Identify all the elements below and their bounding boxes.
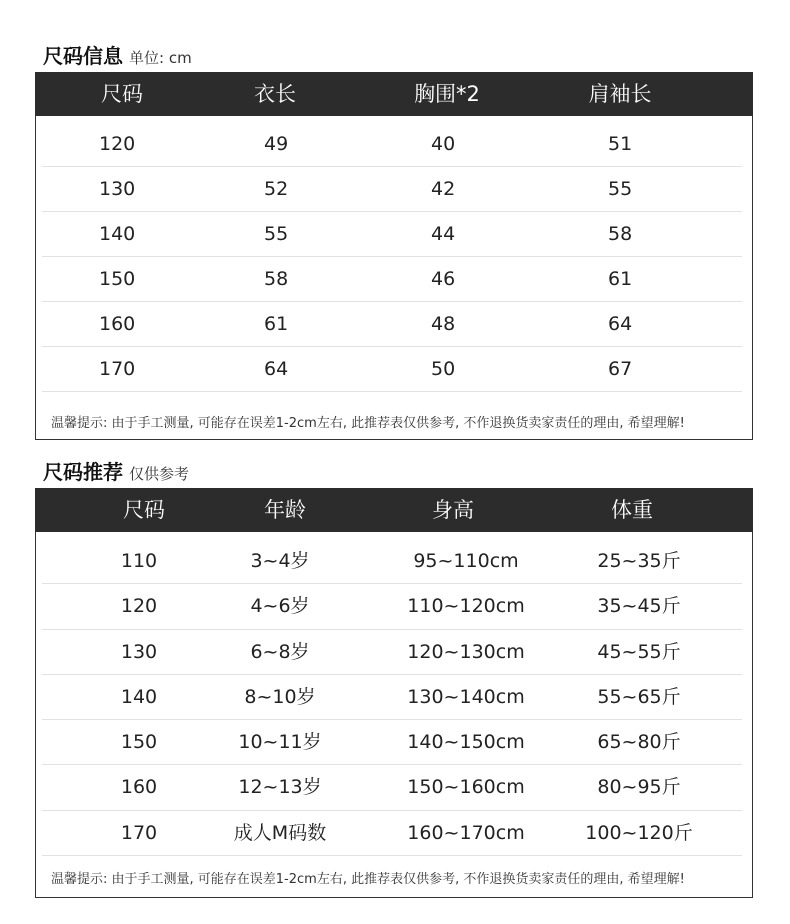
size-recommend-cell: 130~140cm [407,685,525,708]
size-info-cell: 50 [431,358,456,380]
table-row [42,167,742,212]
size-recommend-cell: 160~170cm [407,821,525,844]
size-info-cell: 58 [264,268,289,290]
size-info-cell: 140 [99,223,136,245]
size-info-header-size: 尺码 [101,82,143,106]
size-info-header-chest: 胸围*2 [414,82,480,106]
size-recommend-subtitle: 仅供参考 [129,465,190,483]
size-recommend-cell: 110~120cm [407,595,525,618]
size-recommend-header-age: 年龄 [264,498,306,522]
size-recommend-cell: 8~10岁 [244,685,316,708]
table-row [42,584,742,629]
size-info-cell: 46 [431,268,456,290]
size-recommend-cell: 12~13岁 [238,776,322,799]
size-recommend-header-height: 身高 [432,498,474,522]
size-recommend-cell: 110 [120,550,158,572]
size-recommend-cell: 80~95斤 [597,776,681,799]
table-row [42,765,742,810]
size-info-cell: 64 [608,313,633,335]
size-info-cell: 40 [431,133,456,155]
size-recommend-cell: 160 [120,776,158,799]
size-info-cell: 48 [431,313,456,335]
size-info-heading: 尺码信息 [43,44,123,68]
size-info-cell: 51 [608,133,633,155]
size-recommend-cell: 6~8岁 [250,640,310,663]
size-recommend-cell: 4~6岁 [250,595,310,618]
size-recommend-note: 温馨提示: 由于手工测量, 可能存在误差1-2cm左右, 此推荐表仅供参考, 不作退换货卖家责任的理由, 希望理解! [51,872,685,887]
size-recommend-cell: 120~130cm [407,640,525,663]
size-info-cell: 67 [608,358,633,380]
size-recommend-cell: 150 [120,731,158,754]
size-info-header-length: 衣长 [254,82,296,106]
size-info-cell: 52 [264,178,289,200]
size-recommend-cell: 170 [120,821,158,844]
size-info-title [43,40,192,69]
size-recommend-cell: 3~4岁 [250,550,310,572]
size-recommend-cell: 140 [120,685,158,708]
size-info-cell: 55 [264,223,289,245]
size-recommend-title [43,456,189,485]
table-row [42,302,742,347]
size-recommend-cell: 150~160cm [407,776,525,799]
size-recommend-header-size: 尺码 [123,498,165,522]
table-row [42,347,742,392]
size-recommend-cell: 65~80斤 [597,731,681,754]
size-info-cell: 61 [264,313,289,335]
size-info-cell: 160 [99,313,136,335]
size-recommend-cell: 25~35斤 [597,550,681,572]
size-info-cell: 55 [608,178,633,200]
size-info-cell: 130 [99,178,136,200]
size-info-table-body [42,122,742,392]
size-info-unit: 单位: cm [129,49,192,67]
size-recommend-heading: 尺码推荐 [43,460,123,484]
table-row [42,630,742,675]
table-row [42,811,742,856]
table-row [42,720,742,765]
table-row [42,675,742,720]
size-info-cell: 170 [99,358,136,380]
size-info-header-row [35,72,753,116]
size-recommend-cell: 55~65斤 [597,685,681,708]
table-row [42,212,742,257]
table-row [42,539,742,584]
table-row [42,257,742,302]
size-recommend-cell: 120 [120,595,158,618]
size-recommend-cell: 45~55斤 [597,640,681,663]
size-info-cell: 42 [431,178,456,200]
size-info-note: 温馨提示: 由于手工测量, 可能存在误差1-2cm左右, 此推荐表仅供参考, 不作退换货卖家责任的理由, 希望理解! [51,416,685,431]
size-info-header-sleeve: 肩袖长 [588,82,652,106]
size-recommend-cell: 成人M码数 [233,821,327,844]
size-info-cell: 61 [608,268,633,290]
size-info-cell: 64 [264,358,289,380]
size-recommend-cell: 130 [120,640,158,663]
size-recommend-cell: 95~110cm [413,550,519,572]
size-info-cell: 120 [99,133,136,155]
size-info-cell: 150 [99,268,136,290]
size-recommend-header-row [35,488,753,532]
size-recommend-table-body [42,539,742,856]
size-recommend-cell: 10~11岁 [238,731,322,754]
size-recommend-cell: 100~120斤 [585,821,693,844]
size-info-cell: 44 [431,223,456,245]
size-recommend-cell: 140~150cm [407,731,525,754]
size-recommend-header-weight: 体重 [611,498,653,522]
size-info-cell: 58 [608,223,633,245]
size-info-cell: 49 [264,133,289,155]
size-recommend-cell: 35~45斤 [597,595,681,618]
table-row [42,122,742,167]
